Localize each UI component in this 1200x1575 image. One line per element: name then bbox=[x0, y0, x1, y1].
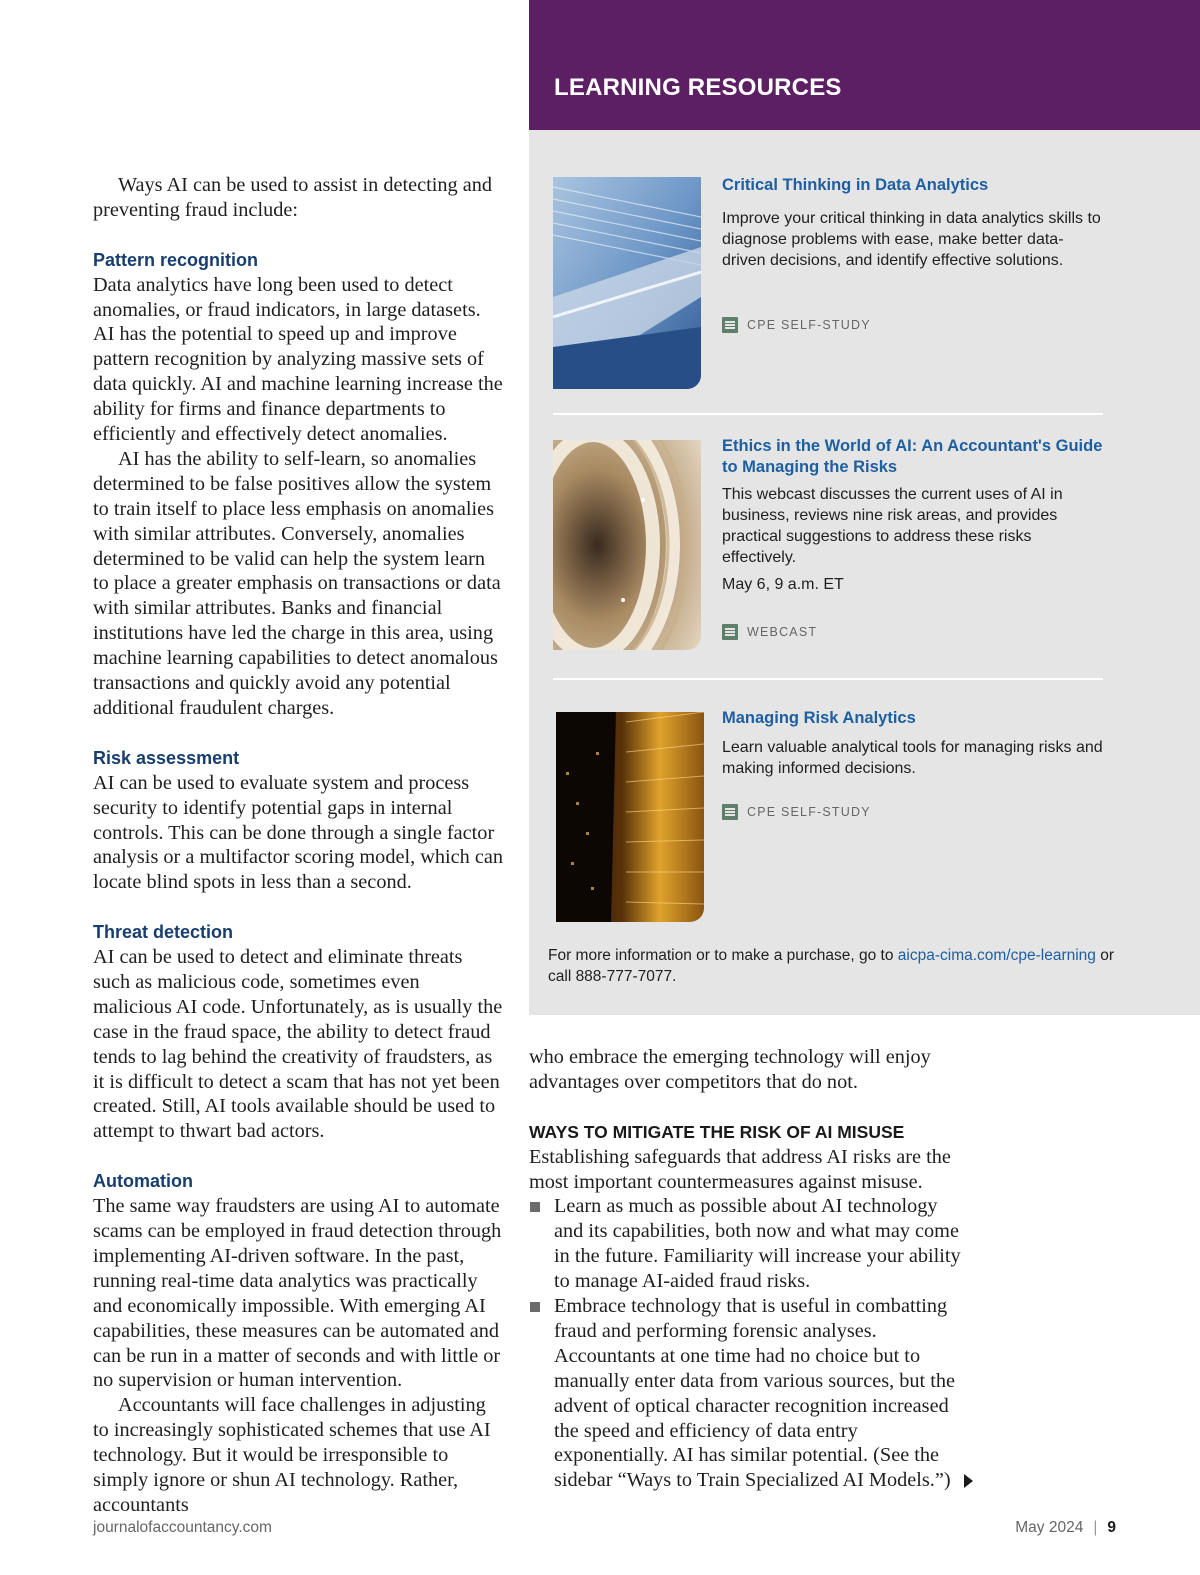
section-heading: Automation bbox=[93, 1171, 193, 1192]
resource-type bbox=[722, 624, 817, 640]
article-paragraph: Establishing safeguards that address AI risks are the most important countermeasures against misuse. bbox=[529, 1145, 951, 1193]
article-paragraph: who embrace the emerging technology will enjoy advantages over competitors that do not. bbox=[529, 1046, 931, 1093]
resource-date: May 6, 9 a.m. ET bbox=[722, 576, 844, 593]
mitigation-list bbox=[529, 1194, 969, 1493]
document-icon bbox=[722, 624, 738, 640]
footer-issue: May 2024 bbox=[1015, 1519, 1084, 1536]
resource-description: Learn valuable analytical tools for managing risks and making informed decisions. bbox=[722, 739, 1103, 777]
footer-site[interactable]: journalofaccountancy.com bbox=[93, 1519, 272, 1536]
bullet-square-icon bbox=[530, 1202, 540, 1212]
footer-page-info bbox=[1015, 1519, 1116, 1537]
resource-title[interactable]: Managing Risk Analytics bbox=[722, 709, 916, 727]
section-heading: Pattern recognition bbox=[93, 249, 259, 270]
resource-type bbox=[722, 804, 871, 820]
learning-resources-panel bbox=[529, 130, 1200, 1015]
bullet-square-icon bbox=[530, 1302, 540, 1312]
article-right-column bbox=[529, 1045, 969, 1493]
resource-description: Improve your critical thinking in data analytics skills to diagnose problems with ease, make better data-driven decisions, and identify effective solutions. bbox=[722, 210, 1101, 269]
article-paragraph: AI has the ability to self-learn, so anomalies determined to be false positives allow the system to train itself to place less emphasis on anomalies with similar attributes. Conversely, anomalies determined to be valid can help the system learn to place a greater emphasis on transactions or data with similar attributes. Banks and financial institutions have led the charge in this area, using machine learning capabilities to detect anomalous transactions and quickly avoid any potential additional fraudulent charges. bbox=[93, 447, 501, 720]
resource-title[interactable]: Ethics in the World of AI: An Accountant's Guide to Managing the Risks bbox=[722, 437, 1103, 476]
resource-description: This webcast discusses the current uses of AI in business, reviews nine risk areas, and provides practical suggestions to address these risks effectively. bbox=[722, 486, 1063, 566]
building-night-image bbox=[556, 712, 704, 922]
section-heading: Risk assessment bbox=[93, 747, 240, 768]
sidebar-footer bbox=[548, 945, 1128, 987]
escalator-image bbox=[553, 177, 701, 389]
continue-arrow-icon bbox=[964, 1474, 973, 1488]
document-icon bbox=[722, 804, 738, 820]
resource-type-label: WEBCAST bbox=[747, 625, 818, 639]
article-intro: Ways AI can be used to assist in detecting and preventing fraud include: bbox=[93, 174, 493, 221]
divider bbox=[553, 413, 1103, 415]
article-paragraph: The same way fraudsters are using AI to automate scams can be employed in fraud detection through implementing AI-driven software. In the past, running real-time data analytics was practically and economically impossible. With emerging AI capabilities, these measures can be automated and can be run in a matter of seconds and with little or no supervision or human intervention. bbox=[93, 1195, 502, 1392]
list-item-text: Learn as much as possible about AI technology and its capabilities, both now and what may come in the future. Familiarity will increase your ability to manage AI-aided fraud risks. bbox=[554, 1195, 961, 1293]
resource-type bbox=[722, 317, 871, 333]
footer-text: or call 888-777-7077. bbox=[548, 947, 1115, 985]
list-item-text: Embrace technology that is useful in combatting fraud and performing forensic analyses. Accountants at one time had no choice but to manually enter data from various sources, but the advent of optical character recognition increased the speed and efficiency of data entry exponentially. AI has similar potential. (See the sidebar “Ways to Train Specialized AI Models.”) bbox=[554, 1295, 955, 1492]
document-icon bbox=[722, 317, 738, 333]
footer-separator: | bbox=[1093, 1519, 1098, 1536]
article-left-column bbox=[93, 173, 503, 1518]
resource-title[interactable]: Critical Thinking in Data Analytics bbox=[722, 176, 989, 194]
footer-text: For more information or to make a purchase, go to bbox=[548, 947, 898, 964]
section-heading: Threat detection bbox=[93, 922, 234, 943]
article-paragraph: Accountants will face challenges in adjusting to increasingly sophisticated schemes that use AI technology. But it would be irresponsible to simply ignore or shun AI technology. Rather, accountants bbox=[93, 1394, 491, 1516]
cpe-learning-link[interactable]: aicpa-cima.com/cpe-learning bbox=[897, 947, 1096, 964]
spiral-architecture-image bbox=[553, 440, 701, 650]
list-item bbox=[529, 1194, 969, 1294]
article-paragraph: Data analytics have long been used to detect anomalies, or fraud indicators, in large datasets. AI has the potential to speed up and improve pattern recognition by analyzing massive sets of data quickly. AI and machine learning increase the ability for firms and finance departments to efficiently and effectively detect anomalies. bbox=[93, 273, 503, 446]
article-paragraph: AI can be used to detect and eliminate threats such as malicious code, sometimes even malicious AI code. Unfortunately, as is usually the case in the fraud space, the ability to detect fraud tends to lag behind the creativity of fraudsters, as it is difficult to detect a scam that has not yet been created. Still, AI tools available should be used to attempt to thwart bad actors. bbox=[93, 946, 503, 1143]
article-paragraph: AI can be used to evaluate system and process security to identify potential gaps in internal controls. This can be done through a single factor analysis or a multifactor scoring model, which can locate blind spots in less than a second. bbox=[93, 771, 504, 894]
list-item bbox=[529, 1294, 969, 1493]
sidebar-header bbox=[529, 0, 1200, 130]
divider bbox=[553, 678, 1103, 680]
page-number: 9 bbox=[1107, 1519, 1116, 1536]
sidebar-title: LEARNING RESOURCES bbox=[554, 74, 842, 101]
resource-type-label: CPE SELF-STUDY bbox=[747, 318, 871, 332]
section-heading: WAYS TO MITIGATE THE RISK OF AI MISUSE bbox=[529, 1121, 905, 1142]
resource-type-label: CPE SELF-STUDY bbox=[747, 805, 871, 819]
